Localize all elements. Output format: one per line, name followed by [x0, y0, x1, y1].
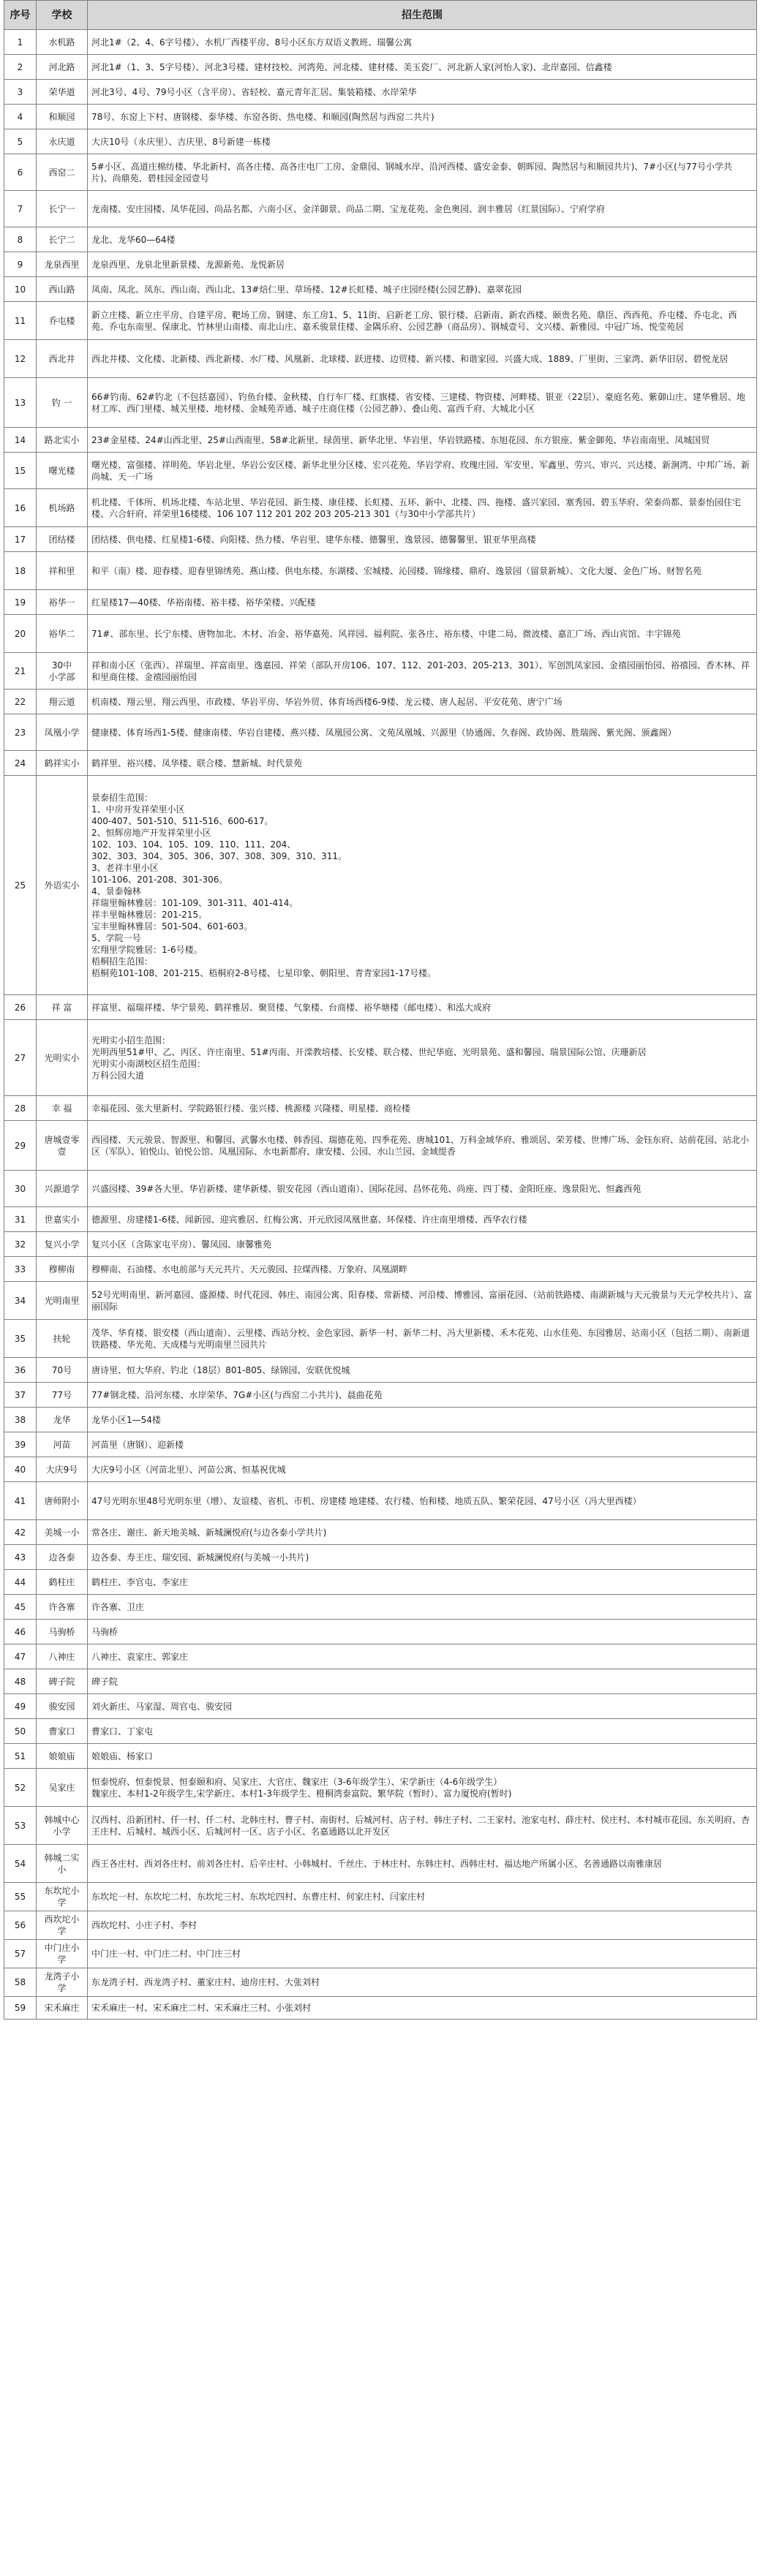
row-school: 宋禾麻庄 — [37, 1997, 88, 2020]
table-row — [4, 1719, 757, 1744]
row-index: 41 — [4, 1482, 37, 1520]
row-index: 31 — [4, 1207, 37, 1232]
row-range: 西北井楼、文化楼、北新楼、西北新楼、水厂楼、风凰新、北球楼、跃进楼、边贸楼、新兴楼、和谐家园、兴盛大成、1889、厂里街、三家湾、新华旧居、碧悦龙居 — [88, 340, 757, 378]
row-index: 29 — [4, 1121, 37, 1171]
row-school: 曹家口 — [37, 1719, 88, 1744]
row-school: 东坎坨小学 — [37, 1883, 88, 1911]
row-index: 39 — [4, 1432, 37, 1457]
row-index: 57 — [4, 1940, 37, 1968]
index-header: 序号 — [4, 1, 37, 30]
row-school: 光明实小 — [37, 1020, 88, 1096]
row-index: 1 — [4, 30, 37, 55]
row-school: 骏安园 — [37, 1694, 88, 1719]
row-range: 5#小区、高道庄棉纺楼、华北新村、高各庄楼、高各庄电厂工房、金鼎园、钢城水岸、沿河西楼、盛安金泰、朝晖园、陶然居与和顺园共片)、7#小区(与77号小学共片)、尚鼎苑、碧桂园金园壹号 — [88, 154, 757, 191]
school-header: 学校 — [37, 1, 88, 30]
row-range: 八神庄、袁家庄、郭家庄 — [88, 1644, 757, 1669]
row-school: 曙光楼 — [37, 453, 88, 489]
row-range: 大庆9号小区（河苗北里）、河苗公寓、恒基祝优城 — [88, 1457, 757, 1482]
row-range: 许各寨、卫庄 — [88, 1595, 757, 1620]
row-range: 龙南楼、安庄园楼、凤华花园、尚品名都、六南小区、金洋御景、尚品二期、宝龙花苑、金色奥园、润丰雅居（红景国际）、宁府学府 — [88, 191, 757, 227]
row-school: 鹤柱庄 — [37, 1570, 88, 1595]
row-school: 钓 一 — [37, 378, 88, 428]
table-row — [4, 302, 757, 340]
row-school: 马驹桥 — [37, 1620, 88, 1644]
table-row — [4, 378, 757, 428]
row-school: 许各寨 — [37, 1595, 88, 1620]
row-index: 48 — [4, 1669, 37, 1694]
row-range: 景泰招生范围： 1、中房开发祥荣里小区 400-407、501-510、511-516、600-617。 2、恒辉房地产开发祥荣里小区 102、103、104、105、109、110、111、204、 302、303、304、305、306、307、308、309、310、311。 3、老祥丰里小区 101-106、201-208、301-306。 4、景泰翰林 祥瑞里翰林雅居：101-109、301-311、401-414。 祥丰里翰林雅居：201-215。 宝丰里翰林雅居：501-504、601-603。 5、学院一号 宏翔里学院雅居：1-6号楼。 梧桐招生范围： 梧桐苑101-108、201-215、梧桐府2-8号楼、七星印象、朝阳里、青青家园1-17号楼。 — [88, 776, 757, 995]
row-index: 30 — [4, 1171, 37, 1207]
row-school: 裕华二 — [37, 615, 88, 653]
row-index: 54 — [4, 1845, 37, 1883]
row-range: 鹤柱庄、李官屯、李家庄 — [88, 1570, 757, 1595]
row-range: 刘火新庄、马家湿、周官屯、骏安园 — [88, 1694, 757, 1719]
row-school: 中门庄小学 — [37, 1940, 88, 1968]
table-row — [4, 776, 757, 995]
row-school: 吴家庄 — [37, 1769, 88, 1807]
table-row — [4, 154, 757, 191]
row-school: 路北实小 — [37, 428, 88, 453]
row-index: 18 — [4, 552, 37, 590]
table-row — [4, 1744, 757, 1769]
header-row — [4, 1, 757, 30]
table-row — [4, 590, 757, 615]
row-index: 13 — [4, 378, 37, 428]
row-range: 机南楼、翔云里、翔云西里、市政楼、华岩平房、华岩外贸、体育场西楼6-9楼、龙云楼、唐人起居、平安花苑、唐宁广场 — [88, 690, 757, 714]
table-row — [4, 1358, 757, 1383]
row-index: 44 — [4, 1570, 37, 1595]
row-index: 32 — [4, 1232, 37, 1257]
table-row — [4, 1595, 757, 1620]
row-school: 机场路 — [37, 489, 88, 527]
row-school: 美城一小 — [37, 1520, 88, 1545]
table-row — [4, 453, 757, 489]
row-school: 碑子院 — [37, 1669, 88, 1694]
row-school: 韩城中心 小学 — [37, 1807, 88, 1845]
row-index: 19 — [4, 590, 37, 615]
table-row — [4, 1457, 757, 1482]
row-range: 中门庄一村、中门庄二村、中门庄三村 — [88, 1940, 757, 1968]
row-range: 52号光明南里、新河嘉园、盛源楼、时代花园、韩庄、南园公寓、阳春楼、常新楼、河沿楼、博雅园、富丽花园、（站前铁路楼、南湖新城与天元骏景与天元学校共片）、富丽国际 — [88, 1282, 757, 1320]
row-index: 26 — [4, 995, 37, 1020]
row-school: 唐城壹零壹 — [37, 1121, 88, 1171]
row-range: 大庆10号（永庆里）、吉庆里、8号新建一栋楼 — [88, 129, 757, 154]
row-index: 59 — [4, 1997, 37, 2020]
table-row — [4, 1883, 757, 1911]
row-range: 汉西村、沿新团村、仟一村、仟二村、北韩庄村、曹子村、南街村、后城河村、店子村、韩庄子村、二王家村、池家屯村、薛庄村、侯庄村、本村城市花园、东关明府、杏王庄村、后城村、城西小区、后城河村一区、店子小区、名嘉通路以北开发区 — [88, 1807, 757, 1845]
table-row — [4, 1644, 757, 1669]
row-range: 恒泰悦府、恒泰悦景、恒泰颐和府、吴家庄、大官庄、魏家庄（3-6年级学生）、宋学新庄（4-6年级学生） 魏家庄、本村1-2年级学生,宋学新庄、本村1-3年级学生、橙桐湾泰富院、繁华院（暂时）、富力厦悦府(暂时) — [88, 1769, 757, 1807]
row-school: 西北井 — [37, 340, 88, 378]
row-index: 45 — [4, 1595, 37, 1620]
row-range: 曹家口、丁家屯 — [88, 1719, 757, 1744]
table-row — [4, 1620, 757, 1644]
row-index: 8 — [4, 227, 37, 252]
row-range: 碑子院 — [88, 1669, 757, 1694]
row-range: 马驹桥 — [88, 1620, 757, 1644]
row-index: 40 — [4, 1457, 37, 1482]
table-row — [4, 552, 757, 590]
row-index: 33 — [4, 1257, 37, 1282]
table-row — [4, 1121, 757, 1171]
row-school: 龙湾子小学 — [37, 1968, 88, 1997]
row-school: 西山路 — [37, 277, 88, 302]
row-school: 河苗 — [37, 1432, 88, 1457]
table-row — [4, 55, 757, 80]
table-row — [4, 227, 757, 252]
row-school: 祥和里 — [37, 552, 88, 590]
table-row — [4, 1570, 757, 1595]
table-row — [4, 1911, 757, 1940]
row-school: 韩城二实小 — [37, 1845, 88, 1883]
row-index: 46 — [4, 1620, 37, 1644]
row-school: 穆柳南 — [37, 1257, 88, 1282]
row-index: 58 — [4, 1968, 37, 1997]
row-school: 和顺园 — [37, 105, 88, 129]
row-range: 机北楼、千体所、机场北楼、车站北里、华岩花园、新生楼、康佳楼、长虹楼、五环、新中、北楼、四、拖楼、盛兴家园、塞秀园、碧玉华府、荣泰尚都、景泰怡园住宅楼、六合轩府、祥荣里16楼楼、106 107 112 201 202 203 205-213 301（与30中小学部共片） — [88, 489, 757, 527]
table-row — [4, 1669, 757, 1694]
row-range: 和平（南）楼、迎春楼、迎春里锦绣苑、燕山楼、供电东楼、东湖楼、宏城楼、沁园楼、锦缘楼、鼎府、逸景园（留景新城）、文化大厦、金色广场、财智名苑 — [88, 552, 757, 590]
row-school: 荣华道 — [37, 80, 88, 105]
row-index: 22 — [4, 690, 37, 714]
row-range: 宋禾麻庄一村、宋禾麻庄二村、宋禾麻庄三村、小张刘村 — [88, 1997, 757, 2020]
row-range: 47号光明东里48号光明东里（增）、友谊楼、省机、市机、房建楼 地建楼、农行楼、怡和楼、地质五队、繁荣花园、47号小区（冯大里西楼） — [88, 1482, 757, 1520]
row-school: 娘娘庙 — [37, 1744, 88, 1769]
row-range: 祥富里、福瑞祥楼、华宁景苑、鹤祥雅居、聚贤楼、气象楼、台商楼、裕华塘楼（邮电楼）、和泓大成府 — [88, 995, 757, 1020]
row-index: 14 — [4, 428, 37, 453]
row-range: 团结楼、供电楼、红星楼1-6楼、向阳楼、热力楼、华岩里、建华东楼、德馨里、逸景园、德馨馨里、银亚华里高楼 — [88, 527, 757, 552]
row-range: 西王各庄村、西刘各庄村、前刘各庄村、后辛庄村、小韩城村、千丝庄、于林庄村、东韩庄村、西韩庄村、福达地产所属小区、名善通路以南雅康居 — [88, 1845, 757, 1883]
table-row — [4, 80, 757, 105]
row-school: 西窑二 — [37, 154, 88, 191]
row-index: 43 — [4, 1545, 37, 1570]
row-index: 53 — [4, 1807, 37, 1845]
enrollment-table — [4, 0, 757, 2020]
table-row — [4, 1997, 757, 2020]
row-range: 祥和南小区（张西）、祥瑞里、祥富南里、逸嘉园、祥荣（部队开房106、107、112、201-203、205-213、301）、军创凯凤家园、金禧园丽怡园、裕禧园、香木林、祥和里商住楼、金禧园丽怡园 — [88, 653, 757, 690]
row-range: 光明实小招生范围： 光明西里51#甲、乙、丙区、许庄南里、51#丙南、开滦教培楼、长安楼、联合楼、世纪华庭、光明景苑、盛和馨园、瑞景国际公馆、庆珊新居 光明实小南湖校区招生范围： 万科公园大道 — [88, 1020, 757, 1096]
table-row — [4, 1020, 757, 1096]
row-school: 幸 福 — [37, 1096, 88, 1121]
table-row — [4, 1171, 757, 1207]
table-row — [4, 1769, 757, 1807]
row-school: 水机路 — [37, 30, 88, 55]
row-range: 23#金星楼、24#山西北里、25#山西南里、58#北新里、绿茵里、新华北里、华岩里、华岩铁路楼、东旭花园、东方银座、紫金御苑、华岩南南里、凤城国贸 — [88, 428, 757, 453]
row-range: 鹤祥里、裕兴楼、凤华楼、联合楼、慧新城、时代景苑 — [88, 751, 757, 776]
row-index: 23 — [4, 714, 37, 751]
table-row — [4, 1807, 757, 1845]
row-range: 凤南、凤北、凤东、西山南、西山北、13#焙仁里、草场楼、12#长虹楼、城子庄园经楼(公园艺静)、嘉翠花园 — [88, 277, 757, 302]
table-row — [4, 1545, 757, 1570]
table-row — [4, 129, 757, 154]
row-index: 36 — [4, 1358, 37, 1383]
table-row — [4, 714, 757, 751]
row-school: 团结楼 — [37, 527, 88, 552]
row-index: 34 — [4, 1282, 37, 1320]
row-school: 河北路 — [37, 55, 88, 80]
table-row — [4, 340, 757, 378]
row-school: 祥 富 — [37, 995, 88, 1020]
row-school: 外语实小 — [37, 776, 88, 995]
row-range: 常各庄、谢庄、新天地美城、新城澜悦府(与边各泰小学共片) — [88, 1520, 757, 1545]
row-range: 77#钢北楼、沿河东楼、水岸荣华、7G#小区(与西窑二小共片)、晨曲花苑 — [88, 1383, 757, 1408]
row-school: 鹤祥实小 — [37, 751, 88, 776]
row-range: 茂华、华育楼、银安楼（西山道南）、云里楼、西站分校、金色家园、新华一村、新华二村、冯大里新楼、禾木花苑、山水佳苑、东园雅居、站南小区（包括二期）、南新道铁路楼、华光苑、天成楼与光明南里兰园共片 — [88, 1320, 757, 1358]
range-header: 招生范围 — [88, 1, 757, 30]
row-range: 健康楼、体育场西1-5楼、健康南楼、华岩自建楼、燕兴楼、凤凰园公寓、文苑凤凰城、兴源里（协通阁、久春阁、政协阁、胜瑞阁、紫光阁、颁鑫阁） — [88, 714, 757, 751]
row-index: 5 — [4, 129, 37, 154]
row-school: 世嘉实小 — [37, 1207, 88, 1232]
row-index: 38 — [4, 1408, 37, 1432]
row-school: 凤凰小学 — [37, 714, 88, 751]
table-row — [4, 527, 757, 552]
row-range: 西园楼、天元骏景、智源里、和馨园、武馨水电楼、韩香园、瑞德花苑、四季花苑、唐城101、万科金域华府、雅颂居、荣芳楼、世博广场、金钰东府、站前花园、站北小区（军队）、铂悦山、铂悦公馆、凤凰国际、水电新都府、康安楼、公园、水山兰园、金域缇香 — [88, 1121, 757, 1171]
row-school: 光明南里 — [37, 1282, 88, 1320]
row-index: 47 — [4, 1644, 37, 1669]
row-range: 78号、东窑上下村、唐钢楼、泰华楼、东窑各街、热电楼、和顺园(陶然居与西窑二共片) — [88, 105, 757, 129]
table-row — [4, 1432, 757, 1457]
row-index: 50 — [4, 1719, 37, 1744]
row-school: 77号 — [37, 1383, 88, 1408]
table-row — [4, 1207, 757, 1232]
row-range: 河苗里（唐钢）、迎新楼 — [88, 1432, 757, 1457]
row-index: 21 — [4, 653, 37, 690]
table-row — [4, 1845, 757, 1883]
row-school: 龙泉西里 — [37, 252, 88, 277]
row-school: 扶轮 — [37, 1320, 88, 1358]
row-index: 12 — [4, 340, 37, 378]
table-row — [4, 1408, 757, 1432]
row-school: 兴源道学 — [37, 1171, 88, 1207]
row-index: 35 — [4, 1320, 37, 1358]
row-range: 河北1#（2、4、6字号楼）、水机厂西楼平房、8号小区东方双语义教班、瑞馨公寓 — [88, 30, 757, 55]
row-index: 42 — [4, 1520, 37, 1545]
row-index: 10 — [4, 277, 37, 302]
row-school: 70号 — [37, 1358, 88, 1383]
table-row — [4, 428, 757, 453]
row-index: 7 — [4, 191, 37, 227]
table-row — [4, 995, 757, 1020]
row-index: 51 — [4, 1744, 37, 1769]
table-row — [4, 1257, 757, 1282]
row-school: 30中 小学部 — [37, 653, 88, 690]
table-row — [4, 1383, 757, 1408]
table-row — [4, 615, 757, 653]
row-range: 幸福花园、张大里新村、学院路银行楼、张兴楼、桃源楼 兴隆楼、明星楼、商检楼 — [88, 1096, 757, 1121]
row-range: 河北1#（1、3、5字号楼）、河北3号楼、建材技校、河湾苑、河北楼、建材楼、美玉瓷厂、河北新人家(河怡人家)、北岸嘉园、信鑫楼 — [88, 55, 757, 80]
row-index: 16 — [4, 489, 37, 527]
table-row — [4, 1968, 757, 1997]
row-index: 25 — [4, 776, 37, 995]
row-school: 长宁二 — [37, 227, 88, 252]
row-index: 55 — [4, 1883, 37, 1911]
row-school: 龙华 — [37, 1408, 88, 1432]
row-index: 3 — [4, 80, 37, 105]
row-index: 17 — [4, 527, 37, 552]
row-school: 长宁一 — [37, 191, 88, 227]
table-row — [4, 105, 757, 129]
row-range: 唐诗里、恒大华府、钓北（18层）801-805、绿锦园、安联优悦城 — [88, 1358, 757, 1383]
row-range: 曙光楼、富强楼、祥明苑、华岩北里、华岩公安区楼、新华北里分区楼、宏兴花苑、华岩学府、玫瑰庄园、军安里、军鑫里、劳兴、审兴、兴达楼、新涧湾、中邦广场、新尚城、天一广场 — [88, 453, 757, 489]
table-row — [4, 191, 757, 227]
row-school: 裕华一 — [37, 590, 88, 615]
row-range: 71#、部东里、长宁东楼、唐物加北、木材、冶金、裕华嘉苑、风祥园、福利院、张各庄、裕东楼、中建二局、微波楼、嘉汇广场、西山宾馆、丰宇锦苑 — [88, 615, 757, 653]
table-row — [4, 1232, 757, 1257]
row-index: 9 — [4, 252, 37, 277]
row-school: 大庆9号 — [37, 1457, 88, 1482]
row-school: 乔屯楼 — [37, 302, 88, 340]
table-row — [4, 653, 757, 690]
row-school: 翔云道 — [37, 690, 88, 714]
row-school: 复兴小学 — [37, 1232, 88, 1257]
row-school: 永庆道 — [37, 129, 88, 154]
row-index: 2 — [4, 55, 37, 80]
row-range: 龙华小区1—54楼 — [88, 1408, 757, 1432]
row-range: 龙北、龙华60—64楼 — [88, 227, 757, 252]
table-row — [4, 489, 757, 527]
row-index: 37 — [4, 1383, 37, 1408]
row-range: 新立庄楼、新立庄平房、自建平房、靶场工房、钢建、东工房1、5、11街、启新老工房、银行楼、启新南、新农西楼、颐贵名苑、鼎臣、西西苑、乔屯楼、乔屯北、西苑、乔屯东南里、保康北、竹林里山南楼、南北山庄、嘉禾骏景佳楼、金隅乐府、公园艺静（商品房）、钢城壹号、文兴楼、新雅园、中冠广场、悦莹苑居 — [88, 302, 757, 340]
row-index: 6 — [4, 154, 37, 191]
table-row — [4, 1282, 757, 1320]
row-range: 河北3号、4号、79号小区（含平房）、省轻校、嘉元青年汇居、集装箱楼、水岸荣华 — [88, 80, 757, 105]
table-row — [4, 1694, 757, 1719]
table-row — [4, 1320, 757, 1358]
row-index: 49 — [4, 1694, 37, 1719]
row-index: 56 — [4, 1911, 37, 1940]
row-range: 西坎坨村、小庄子村、李村 — [88, 1911, 757, 1940]
row-index: 4 — [4, 105, 37, 129]
table-row — [4, 1482, 757, 1520]
row-school: 唐师附小 — [37, 1482, 88, 1520]
table-row — [4, 277, 757, 302]
table-row — [4, 751, 757, 776]
row-range: 德源里、房建楼1-6楼、闻新园、迎宾雅居、红梅公寓、开元欣园凤凰世嘉、环保楼、许庄南里增楼、西华农行楼 — [88, 1207, 757, 1232]
table-row — [4, 690, 757, 714]
row-range: 龙泉西里、龙泉北里新景楼、龙源新苑、龙悦新居 — [88, 252, 757, 277]
row-index: 28 — [4, 1096, 37, 1121]
table-row — [4, 1940, 757, 1968]
row-index: 52 — [4, 1769, 37, 1807]
table-row — [4, 30, 757, 55]
table-row — [4, 1520, 757, 1545]
row-range: 东龙湾子村、西龙湾子村、董家庄村、迪房庄村、大张刘村 — [88, 1968, 757, 1997]
row-range: 穆柳南、石油楼、水电前部与天元共片、天元骏园、拉煤西楼、万象府、凤凰湖畔 — [88, 1257, 757, 1282]
row-index: 11 — [4, 302, 37, 340]
row-school: 西坎坨小学 — [37, 1911, 88, 1940]
table-row — [4, 1096, 757, 1121]
row-range: 边各泰、寿王庄、瑞安园、新城澜悦府(与美城一小共片) — [88, 1545, 757, 1570]
table-row — [4, 252, 757, 277]
row-range: 东坎坨一村、东坎坨二村、东坎坨三村、东坎坨四村、东曹庄村、何家庄村、闫家庄村 — [88, 1883, 757, 1911]
table-body — [4, 30, 757, 2020]
row-index: 20 — [4, 615, 37, 653]
row-index: 15 — [4, 453, 37, 489]
row-range: 66#钓南、62#钓北（不包括嘉园）、钓鱼台楼、金秋楼、自行车厂楼、红旗楼、省安楼、三建楼、物资楼、河畔楼、银亚（22层）、豪庭名苑、紫御山庄、建华雅居、地材工库、西门里楼、城关里楼、地材楼、金城苑弄通、城子庄商住楼（公园艺静）、叠山苑、富西千府、大城北小区 — [88, 378, 757, 428]
row-range: 红星楼17—40楼、华裕南楼、裕丰楼、裕华荣楼、兴配楼 — [88, 590, 757, 615]
row-school: 八神庄 — [37, 1644, 88, 1669]
row-range: 娘娘庙、杨家口 — [88, 1744, 757, 1769]
row-school: 边各泰 — [37, 1545, 88, 1570]
row-index: 27 — [4, 1020, 37, 1096]
row-range: 复兴小区（含陈家屯平房）、馨凤园、康馨雅苑 — [88, 1232, 757, 1257]
row-range: 兴盛园楼、39#各大里、华岩新楼、建华新楼、银安花园（西山道南）、国际花园、昌怀花苑、尚座、四丁楼、金阳旺座、逸景阳光、恒鑫西苑 — [88, 1171, 757, 1207]
row-index: 24 — [4, 751, 37, 776]
